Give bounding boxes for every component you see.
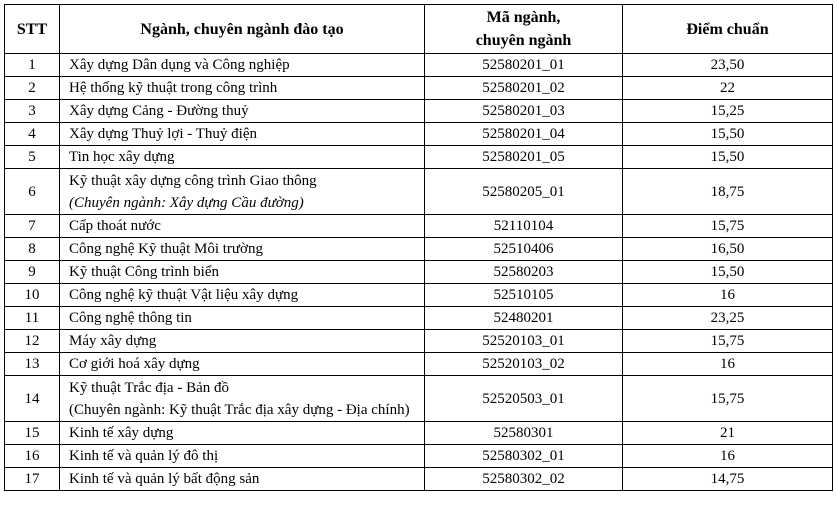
cell-cutoff-score: 16 [623,353,833,376]
cell-program-name [60,238,425,261]
cell-stt: 3 [5,100,60,123]
cell-stt: 2 [5,77,60,100]
cell-program-name [60,445,425,468]
cell-cutoff-score: 18,75 [623,169,833,215]
table-row [5,284,833,307]
cell-cutoff-score: 22 [623,77,833,100]
cell-stt: 4 [5,123,60,146]
table-body [5,54,833,491]
program-name: Cấp thoát nước [69,218,161,234]
table-row [5,376,833,422]
cell-cutoff-score: 15,75 [623,215,833,238]
header-program-name: Ngành, chuyên ngành đào tạo [60,5,425,54]
cell-program-code: 52520103_01 [425,330,623,353]
cell-program-name [60,422,425,445]
cell-program-name [60,100,425,123]
program-name: Cơ giới hoá xây dựng [69,356,200,372]
header-row [5,5,833,54]
program-name: Tin học xây dựng [69,149,175,165]
table-row [5,123,833,146]
table-row [5,330,833,353]
cell-program-name [60,146,425,169]
cell-stt: 13 [5,353,60,376]
cell-stt: 7 [5,215,60,238]
admission-scores-table [4,4,833,491]
cell-cutoff-score: 16,50 [623,238,833,261]
program-name: Kinh tế và quản lý bất động sản [69,471,260,487]
cell-program-code: 52580201_04 [425,123,623,146]
cell-program-code: 52480201 [425,307,623,330]
cell-cutoff-score: 16 [623,445,833,468]
table-row [5,307,833,330]
table-row [5,261,833,284]
cell-program-code: 52580201_05 [425,146,623,169]
cell-program-name [60,77,425,100]
header-cutoff-score: Điểm chuẩn [623,5,833,54]
cell-stt: 14 [5,376,60,422]
cell-cutoff-score: 16 [623,284,833,307]
cell-cutoff-score: 15,75 [623,376,833,422]
cell-program-code: 52510105 [425,284,623,307]
cell-stt: 9 [5,261,60,284]
cell-program-name [60,353,425,376]
cell-cutoff-score: 21 [623,422,833,445]
cell-program-name [60,468,425,491]
cell-stt: 6 [5,169,60,215]
header-stt: STT [5,5,60,54]
cell-program-code: 52580302_01 [425,445,623,468]
table-row [5,54,833,77]
cell-program-code: 52580301 [425,422,623,445]
program-name: Xây dựng Dân dụng và Công nghiệp [69,57,290,73]
cell-cutoff-score: 15,25 [623,100,833,123]
cell-cutoff-score: 15,50 [623,146,833,169]
table-row [5,77,833,100]
cell-stt: 5 [5,146,60,169]
cell-program-code: 52580203 [425,261,623,284]
cell-stt: 11 [5,307,60,330]
program-name: Kinh tế xây dựng [69,425,174,441]
cell-program-code: 52580201_03 [425,100,623,123]
table-row [5,468,833,491]
table-row [5,169,833,215]
program-name: Xây dựng Cảng - Đường thuỷ [69,103,249,119]
cell-program-code: 52580205_01 [425,169,623,215]
program-specialization: (Chuyên ngành: Xây dựng Cầu đường) [69,194,304,211]
cell-program-name [60,330,425,353]
cell-program-name [60,215,425,238]
program-name: Kỹ thuật Trắc địa - Bản đồ [69,379,229,396]
cell-stt: 15 [5,422,60,445]
cell-stt: 8 [5,238,60,261]
cell-stt: 1 [5,54,60,77]
header-code-line2: chuyên ngành [475,32,572,49]
cell-program-name [60,376,425,422]
program-name: Công nghệ Kỹ thuật Môi trường [69,241,263,257]
cell-program-code: 52110104 [425,215,623,238]
cell-program-code: 52520103_02 [425,353,623,376]
cell-stt: 10 [5,284,60,307]
cell-program-code: 52510406 [425,238,623,261]
cell-program-code: 52580201_02 [425,77,623,100]
cell-cutoff-score: 23,50 [623,54,833,77]
cell-stt: 17 [5,468,60,491]
table-row [5,238,833,261]
cell-program-name [60,284,425,307]
program-name: Hệ thống kỹ thuật trong công trình [69,80,278,96]
program-name: Công nghệ thông tin [69,310,192,326]
cell-program-name [60,261,425,284]
cell-cutoff-score: 15,75 [623,330,833,353]
cell-program-name [60,307,425,330]
program-name: Kinh tế và quản lý đô thị [69,448,219,464]
table-row [5,215,833,238]
table-row [5,353,833,376]
header-code-line1: Mã ngành, [486,9,561,26]
cell-cutoff-score: 14,75 [623,468,833,491]
cell-program-name [60,123,425,146]
table-row [5,445,833,468]
cell-stt: 16 [5,445,60,468]
program-name: Máy xây dựng [69,333,157,349]
cell-cutoff-score: 15,50 [623,261,833,284]
table-header [5,5,833,54]
program-name: Xây dựng Thuỷ lợi - Thuỷ điện [69,126,257,142]
header-program-code [425,5,623,54]
table-row [5,422,833,445]
cell-cutoff-score: 15,50 [623,123,833,146]
cell-program-name [60,169,425,215]
program-name: Công nghệ kỹ thuật Vật liệu xây dựng [69,287,299,303]
cell-stt: 12 [5,330,60,353]
cell-cutoff-score: 23,25 [623,307,833,330]
program-name: Kỹ thuật xây dựng công trình Giao thông [69,172,317,189]
cell-program-name [60,54,425,77]
cell-program-code: 52580302_02 [425,468,623,491]
table-row [5,100,833,123]
program-name: Kỹ thuật Công trình biển [69,264,219,280]
cell-program-code: 52520503_01 [425,376,623,422]
cell-program-code: 52580201_01 [425,54,623,77]
program-specialization: (Chuyên ngành: Kỹ thuật Trắc địa xây dựng - Địa chính) [69,401,410,418]
table-row [5,146,833,169]
